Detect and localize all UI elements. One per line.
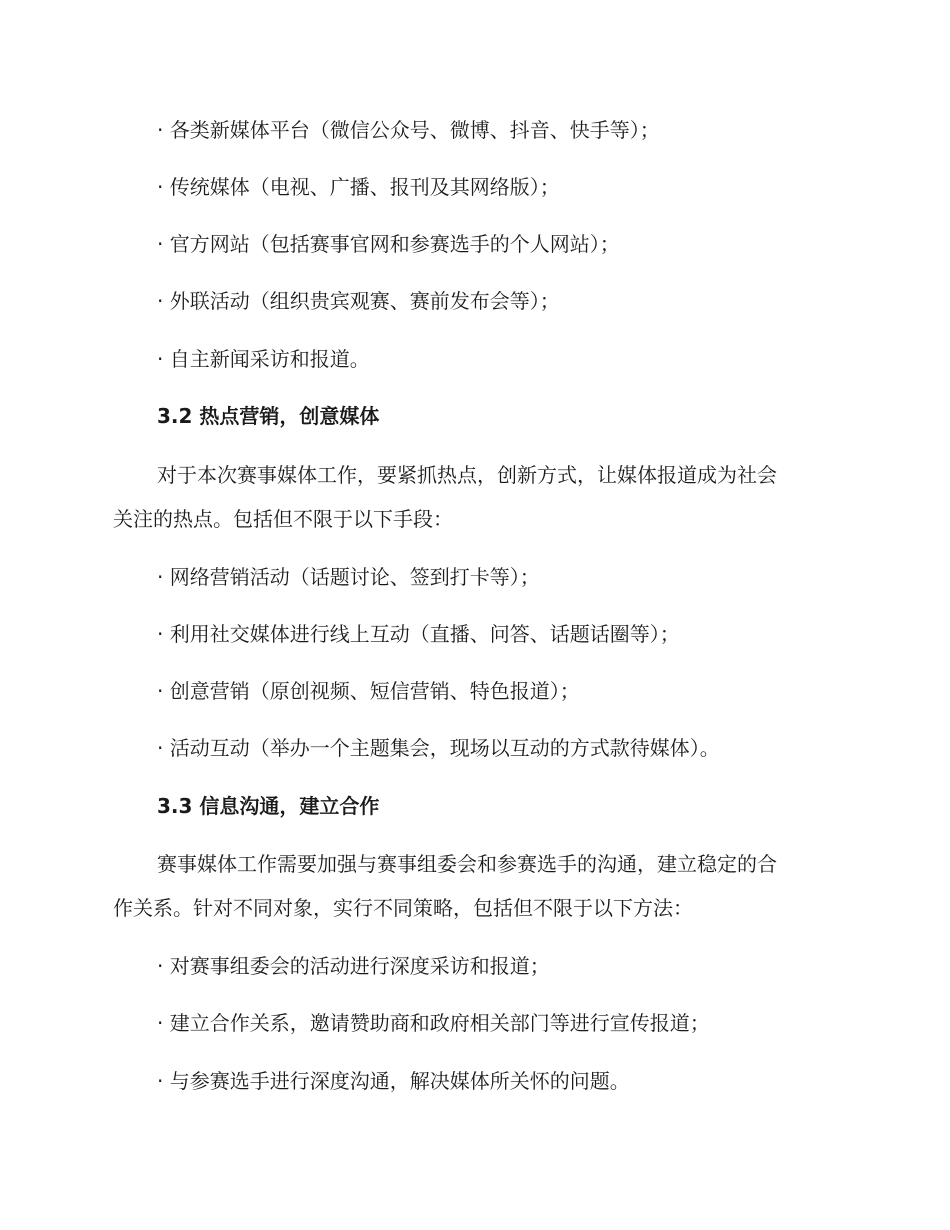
paragraph-line: 作关系。针对不同对象，实行不同策略，包括但不限于以下方法： [113,896,693,920]
list-item: · 自主新闻采访和报道。 [157,347,370,371]
section-heading: 3.3 信息沟通，建立合作 [157,794,380,818]
list-item: · 对赛事组委会的活动进行深度采访和报道； [157,954,550,978]
list-item: · 与参赛选手进行深度沟通，解决媒体所关怀的问题。 [157,1069,630,1093]
list-item: · 利用社交媒体进行线上互动（直播、问答、话题话圈等）； [157,622,680,646]
list-item: · 网络营销活动（话题讨论、签到打卡等）； [157,565,540,589]
list-item: · 活动互动（举办一个主题集会，现场以互动的方式款待媒体）。 [157,736,720,760]
list-item: · 官方网站（包括赛事官网和参赛选手的个人网站）； [157,232,620,256]
list-item: · 创意营销（原创视频、短信营销、特色报道）； [157,679,580,703]
list-item: · 各类新媒体平台（微信公众号、微博、抖音、快手等）； [157,118,660,142]
list-item: · 传统媒体（电视、广播、报刊及其网络版）； [157,175,560,199]
paragraph-line: 对于本次赛事媒体工作，要紧抓热点，创新方式，让媒体报道成为社会 [157,463,777,487]
list-item: · 建立合作关系，邀请赞助商和政府相关部门等进行宣传报道； [157,1011,710,1035]
list-item: · 外联活动（组织贵宾观赛、赛前发布会等）； [157,289,560,313]
paragraph-line: 赛事媒体工作需要加强与赛事组委会和参赛选手的沟通，建立稳定的合 [157,852,777,876]
section-heading: 3.2 热点营销，创意媒体 [157,404,380,428]
paragraph-line: 关注的热点。包括但不限于以下手段： [113,507,453,531]
